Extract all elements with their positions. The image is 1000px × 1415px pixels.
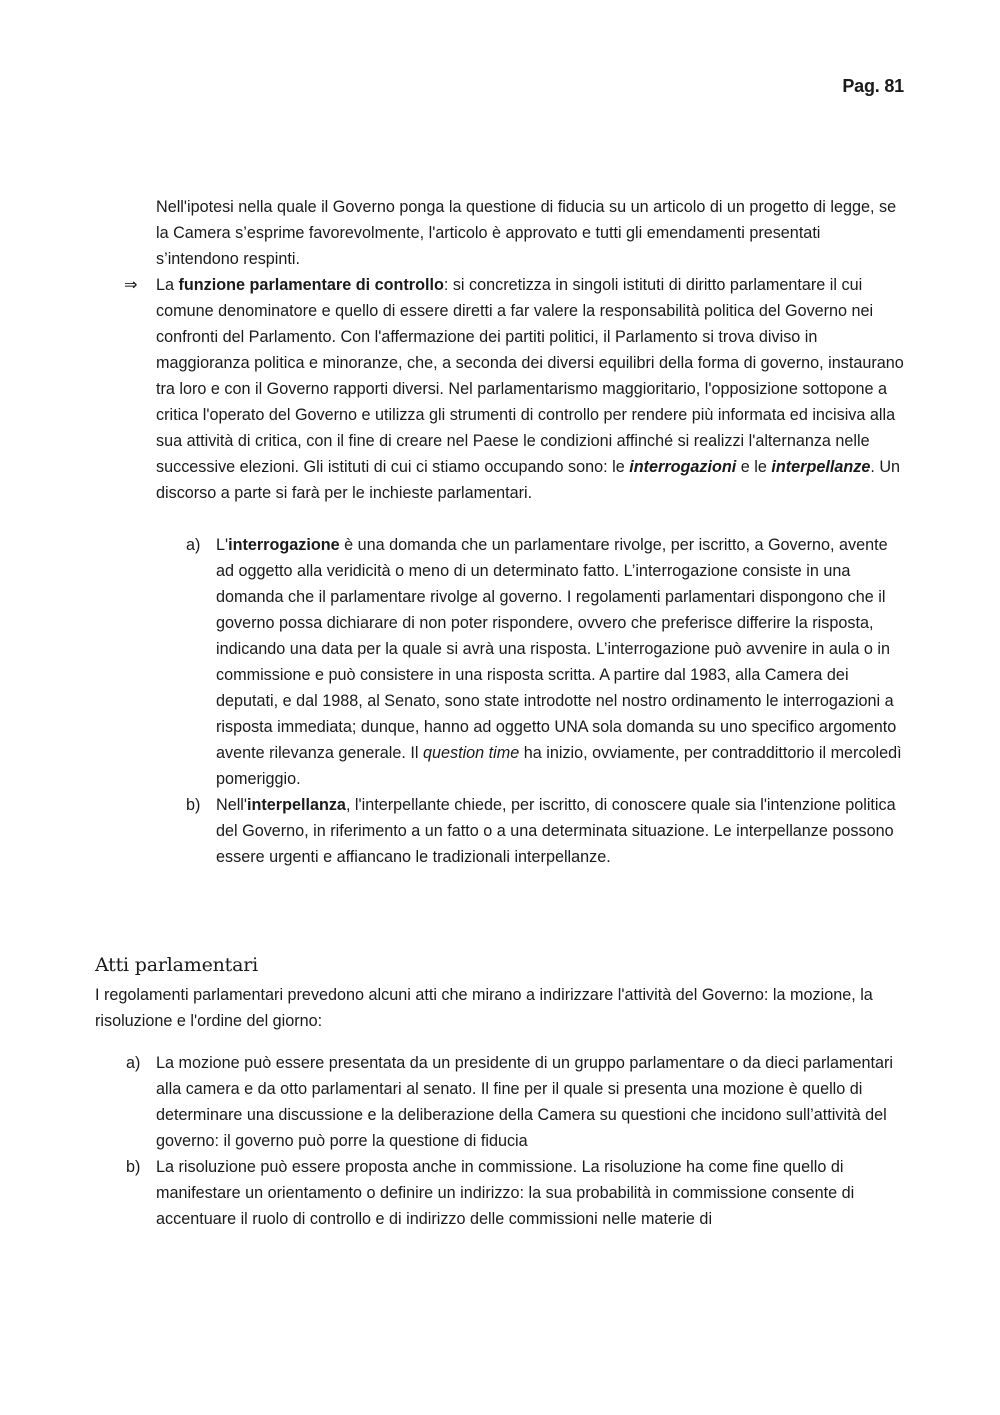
list-item-interrogazione bbox=[186, 532, 906, 792]
bold-term-control-function: funzione parlamentare di controllo bbox=[178, 276, 444, 294]
bullet-text-1: : si concretizza in singoli istituti di diritto parlamentare il cui comune denominatore e quello di essere diretti a far valere la responsabilità politica del Governo nei confronti del Parlamento. Con l'affermazione dei partiti politici, il Parlamento si trova diviso in maggioranza politica e minoranze, che, a seconda dei diversi equilibri della forma di governo, instaurano tra loro e con il Governo rapporti diversi. Nel parlamentarismo maggioritario, l'opposizione sottopone a critica l'operato del Governo e utilizza gli strumenti di controllo per rendere più informata ed incisiva alla sua attività di critica, con il fine di creare nel Paese le condizioni affinché si realizzi l'alternanza nelle successive elezioni. Gli istituti di cui ci stiamo occupando sono: le bbox=[156, 276, 904, 476]
item-a-text-2: ha inizio, ovviamente, per contraddittorio il mercoledì pomeriggio. bbox=[216, 744, 902, 788]
term-interrogazioni: interrogazioni bbox=[629, 458, 737, 476]
list-item-mozione bbox=[126, 1050, 906, 1154]
item-a-lead: L' bbox=[216, 536, 229, 554]
list-item-label: a) bbox=[186, 536, 201, 554]
item-b-lead: Nell' bbox=[216, 796, 247, 814]
bullet-text-3: . Un discorso a parte si farà per le inchieste parlamentari. bbox=[156, 458, 901, 502]
double-arrow-icon: ⇒ bbox=[124, 276, 138, 294]
risoluzione-text: La risoluzione può essere proposta anche in commissione. La risoluzione ha come fine quello di manifestare un orientamento o definire un indirizzo: la sua probabilità in commissione consente di accentuare il ruolo di controllo e di indirizzo delle commissioni nelle materie di bbox=[156, 1158, 855, 1228]
list-item-risoluzione bbox=[126, 1154, 906, 1232]
bullet-lead: La bbox=[156, 276, 179, 294]
italic-term-question-time: question time bbox=[422, 744, 520, 762]
control-instruments-list bbox=[186, 532, 906, 870]
page-number: Pag. 81 bbox=[842, 76, 904, 96]
bold-term-interrogazione: interrogazione bbox=[228, 536, 340, 554]
control-function-bullet bbox=[124, 272, 906, 506]
mozione-text: La mozione può essere presentata da un presidente di un gruppo parlamentare o da dieci parlamentari alla camera e da otto parlamentari al senato. Il fine per il quale si presenta una mozione è quello di determinare una discussione e la deliberazione della Camera su questioni che incidono sull’attività del governo: il governo può porre la questione di fiducia bbox=[156, 1054, 894, 1150]
interpellanza-text bbox=[216, 792, 906, 870]
bold-term-interpellanza: interpellanza bbox=[246, 796, 346, 814]
term-interpellanze: interpellanze bbox=[771, 458, 871, 476]
control-function-text bbox=[156, 272, 906, 506]
list-item-label: a) bbox=[126, 1054, 141, 1072]
bullet-text-2: e le bbox=[736, 458, 772, 476]
parliamentary-acts-list bbox=[126, 1050, 906, 1232]
list-item-interpellanza bbox=[186, 792, 906, 870]
list-item-label: b) bbox=[126, 1158, 141, 1176]
interrogazione-text bbox=[216, 532, 906, 792]
list-item-label: b) bbox=[186, 796, 201, 814]
item-a-text-1: è una domanda che un parlamentare rivolge, per iscritto, a Governo, avente ad oggetto alla veridicità o meno di un determinato fatto. L’interrogazione consiste in una domanda che il parlamentare rivolge al governo. I regolamenti parlamentari dispongono che il governo possa dichiarare di non poter rispondere, ovvero che preferisce differire la risposta, indicando una data per la quale si avrà una risposta. L’interrogazione può avvenire in aula o in commissione e può consistere in una risposta scritta. A partire dal 1983, alla Camera dei deputati, e dal 1988, al Senato, sono state introdotte nel nostro ordinamento le interrogazioni a risposta immediata; dunque, hanno ad oggetto UNA sola domanda su uno specifico argomento avente rilevanza generale. Il bbox=[216, 536, 897, 762]
section-heading: Atti parlamentari bbox=[95, 953, 258, 976]
item-b-text-1: , l'interpellante chiede, per iscritto, di conoscere quale sia l'intenzione politica del Governo, in riferimento a un fatto o a una determinata situazione. Le interpellanze possono essere urgenti e affiancano le tradizionali interpellanze. bbox=[216, 796, 896, 866]
section-intro-paragraph: I regolamenti parlamentari prevedono alcuni atti che mirano a indirizzare l'attività del Governo: la mozione, la risoluzione e l'ordine del giorno: bbox=[95, 986, 873, 1030]
intro-paragraph: Nell'ipotesi nella quale il Governo ponga la questione di fiducia su un articolo di un progetto di legge, se la Camera s’esprime favorevolmente, l'articolo è approvato e tutti gli emendamenti presentati s’intendono respinti. bbox=[156, 198, 897, 268]
